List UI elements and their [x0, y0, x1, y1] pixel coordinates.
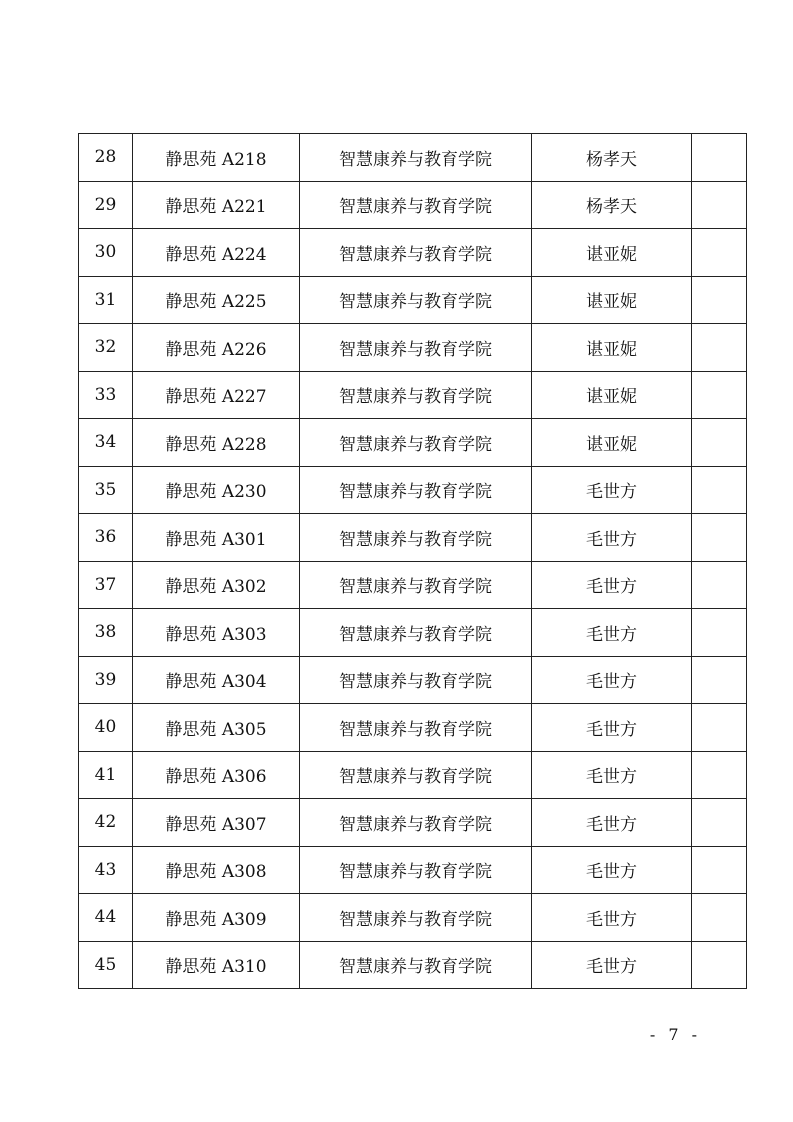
note-cell: [692, 941, 747, 989]
table-row: [79, 609, 747, 657]
person-cell: 杨孝天: [532, 181, 692, 229]
note-cell: [692, 324, 747, 372]
person-cell: 毛世方: [532, 799, 692, 847]
table-row: [79, 751, 747, 799]
row-number-cell: 37: [79, 561, 133, 609]
row-number-cell: 34: [79, 419, 133, 467]
note-cell: [692, 704, 747, 752]
note-cell: [692, 229, 747, 277]
note-cell: [692, 799, 747, 847]
room-cell: 静思苑 A227: [133, 371, 300, 419]
person-cell: 毛世方: [532, 561, 692, 609]
table-row: [79, 466, 747, 514]
note-cell: [692, 371, 747, 419]
row-number-cell: 30: [79, 229, 133, 277]
table-row: [79, 846, 747, 894]
college-cell: 智慧康养与教育学院: [300, 894, 532, 942]
college-cell: 智慧康养与教育学院: [300, 276, 532, 324]
person-cell: 毛世方: [532, 609, 692, 657]
college-cell: 智慧康养与教育学院: [300, 181, 532, 229]
note-cell: [692, 419, 747, 467]
table-row: [79, 799, 747, 847]
row-number-cell: 29: [79, 181, 133, 229]
room-cell: 静思苑 A302: [133, 561, 300, 609]
row-number-cell: 35: [79, 466, 133, 514]
row-number-cell: 31: [79, 276, 133, 324]
person-cell: 毛世方: [532, 894, 692, 942]
dormitory-table: [78, 133, 747, 989]
row-number-cell: 28: [79, 134, 133, 182]
row-number-cell: 45: [79, 941, 133, 989]
room-cell: 静思苑 A304: [133, 656, 300, 704]
room-cell: 静思苑 A309: [133, 894, 300, 942]
row-number-cell: 40: [79, 704, 133, 752]
row-number-cell: 39: [79, 656, 133, 704]
table-row: [79, 656, 747, 704]
table-row: [79, 894, 747, 942]
table-row: [79, 704, 747, 752]
row-number-cell: 41: [79, 751, 133, 799]
room-cell: 静思苑 A225: [133, 276, 300, 324]
person-cell: 毛世方: [532, 656, 692, 704]
college-cell: 智慧康养与教育学院: [300, 656, 532, 704]
note-cell: [692, 894, 747, 942]
row-number-cell: 44: [79, 894, 133, 942]
page-number: - 7 -: [649, 1025, 701, 1044]
table-row: [79, 324, 747, 372]
person-cell: 杨孝天: [532, 134, 692, 182]
room-cell: 静思苑 A221: [133, 181, 300, 229]
college-cell: 智慧康养与教育学院: [300, 419, 532, 467]
table-row: [79, 181, 747, 229]
college-cell: 智慧康养与教育学院: [300, 846, 532, 894]
room-cell: 静思苑 A230: [133, 466, 300, 514]
college-cell: 智慧康养与教育学院: [300, 324, 532, 372]
table-row: [79, 419, 747, 467]
table-body: [79, 134, 747, 989]
room-cell: 静思苑 A224: [133, 229, 300, 277]
room-cell: 静思苑 A303: [133, 609, 300, 657]
college-cell: 智慧康养与教育学院: [300, 466, 532, 514]
row-number-cell: 36: [79, 514, 133, 562]
person-cell: 毛世方: [532, 466, 692, 514]
note-cell: [692, 846, 747, 894]
note-cell: [692, 561, 747, 609]
college-cell: 智慧康养与教育学院: [300, 799, 532, 847]
person-cell: 谌亚妮: [532, 324, 692, 372]
row-number-cell: 42: [79, 799, 133, 847]
room-cell: 静思苑 A307: [133, 799, 300, 847]
college-cell: 智慧康养与教育学院: [300, 134, 532, 182]
row-number-cell: 32: [79, 324, 133, 372]
table-row: [79, 371, 747, 419]
note-cell: [692, 751, 747, 799]
row-number-cell: 33: [79, 371, 133, 419]
person-cell: 毛世方: [532, 941, 692, 989]
room-cell: 静思苑 A310: [133, 941, 300, 989]
person-cell: 谌亚妮: [532, 371, 692, 419]
room-cell: 静思苑 A306: [133, 751, 300, 799]
person-cell: 谌亚妮: [532, 276, 692, 324]
college-cell: 智慧康养与教育学院: [300, 609, 532, 657]
table-row: [79, 276, 747, 324]
room-cell: 静思苑 A228: [133, 419, 300, 467]
room-cell: 静思苑 A308: [133, 846, 300, 894]
table-row: [79, 229, 747, 277]
note-cell: [692, 276, 747, 324]
college-cell: 智慧康养与教育学院: [300, 561, 532, 609]
person-cell: 谌亚妮: [532, 229, 692, 277]
note-cell: [692, 656, 747, 704]
room-cell: 静思苑 A305: [133, 704, 300, 752]
college-cell: 智慧康养与教育学院: [300, 751, 532, 799]
person-cell: 毛世方: [532, 514, 692, 562]
person-cell: 毛世方: [532, 704, 692, 752]
table-row: [79, 941, 747, 989]
note-cell: [692, 514, 747, 562]
table-row: [79, 134, 747, 182]
college-cell: 智慧康养与教育学院: [300, 371, 532, 419]
room-cell: 静思苑 A301: [133, 514, 300, 562]
table-row: [79, 514, 747, 562]
person-cell: 毛世方: [532, 751, 692, 799]
note-cell: [692, 134, 747, 182]
person-cell: 毛世方: [532, 846, 692, 894]
college-cell: 智慧康养与教育学院: [300, 229, 532, 277]
note-cell: [692, 181, 747, 229]
college-cell: 智慧康养与教育学院: [300, 704, 532, 752]
table-row: [79, 561, 747, 609]
college-cell: 智慧康养与教育学院: [300, 514, 532, 562]
college-cell: 智慧康养与教育学院: [300, 941, 532, 989]
person-cell: 谌亚妮: [532, 419, 692, 467]
room-cell: 静思苑 A226: [133, 324, 300, 372]
row-number-cell: 38: [79, 609, 133, 657]
room-cell: 静思苑 A218: [133, 134, 300, 182]
note-cell: [692, 609, 747, 657]
row-number-cell: 43: [79, 846, 133, 894]
note-cell: [692, 466, 747, 514]
